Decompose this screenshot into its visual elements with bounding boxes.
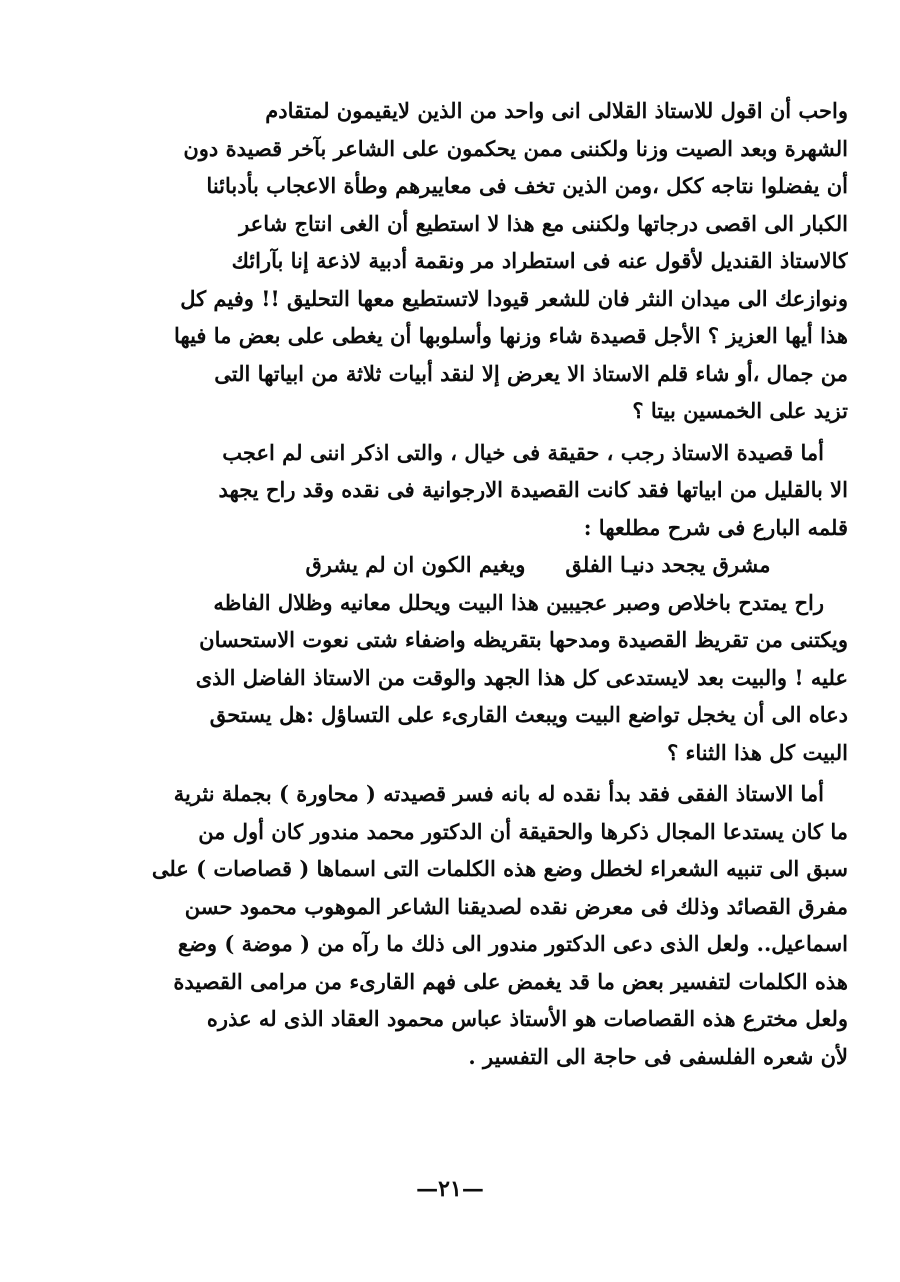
text-line: البيت كل هذا الثناء ؟ [667,739,848,765]
text-line: راح يمتدح باخلاص وصبر عجيبين هذا البيت ويحلل معانيه وظلال الفاظه [213,589,824,615]
verse-first-hemistich: مشرق يجحد دنيـا الفلق [565,552,771,577]
text-line: هذا أيها العزيز ؟ الأجل قصيدة شاء وزنها وأسلوبها أن يغطى على بعض ما فيها [174,323,848,348]
text-line: ما كان يستدعا المجال ذكرها والحقيقة أن الدكتور محمد مندور كان أول من [198,818,848,844]
text-line: اسماعيل.. ولعل الذى دعى الدكتور مندور الى ذلك ما رآه من ( موضة ) وضع [177,931,848,956]
text-line: قلمه البارع فى شرح مطلعها : [583,514,848,540]
text-line: من جمال ،أو شاء قلم الاستاذ الا يعرض إلا لنقد أبيات ثلاثة من ابياتها التى [214,360,848,386]
text-line: لأن شعره الفلسفى فى حاجة الى التفسير . [468,1043,848,1069]
text-line: الكبار الى اقصى درجاتها ولكننى مع هذا لا استطيع أن الغى انتاج شاعر [239,210,848,236]
text-line: مفرق القصائد وذلك فى معرض نقده لصديقنا الشاعر الموهوب محمود حسن [184,893,848,919]
article-body [148,92,848,1075]
text-line: أن يفضلوا نتاجه ككل ،ومن الذين تخف فى معاييرهم وطأة الاعجاب بأدبائنا [206,173,848,198]
text-line: الشهرة وبعد الصيت وزنا ولكننى ممن يحكمون على الشاعر بآخر قصيدة دون [183,135,848,161]
text-line: ولعل مخترع هذه القصاصات هو الأستاذ عباس محمود العقاد الذى له عذره [206,1006,848,1031]
text-line: عليه ! والبيت بعد لايستدعى كل هذا الجهد والوقت من الاستاذ الفاضل الذى [195,664,848,690]
text-line: أما الاستاذ الفقى فقد بدأ نقده له بانه فسر قصيدته ( محاورة ) بجملة نثرية [173,781,824,806]
text-line: الا بالقليل من ابياتها فقد كانت القصيدة الارجوانية فى نقده وقد راح يجهد [218,477,848,502]
verse-second-hemistich: ويغيم الكون ان لم يشرق [305,552,526,577]
page-number: —٢١— [416,1176,484,1202]
text-line: سبق الى تنبيه الشعراء لخطل وضع هذه الكلمات التى اسماها ( قصاصات ) على [151,856,848,881]
text-line: ونوازعك الى ميدان النثر فان للشعر قيودا لاتستطيع معها التحليق !! وفيم كل [180,285,848,311]
text-line: هذه الكلمات لتفسير بعض ما قد يغمض على فهم القارىء من مرامى القصيدة [173,968,848,994]
text-line: أما قصيدة الاستاذ رجب ، حقيقة فى خيال ، والتى اذكر اننى لم اعجب [222,439,824,465]
text-line: دعاه الى أن يخجل تواضع البيت ويبعث القارىء على التساؤل :هل يستحق [209,702,848,727]
poetry-verse [148,546,848,584]
text-line: واحب أن اقول للاستاذ القلالى انى واحد من الذين لايقيمون لمتقادم [265,98,848,123]
text-line: كالاستاذ القنديل لأقول عنه فى استطراد مر ونقمة أدبية لاذعة إنا بآرائك [231,248,848,273]
text-line: تزيد على الخمسين بيتا ؟ [632,398,848,423]
text-line: ويكتنى من تقريظ القصيدة ومدحها بتقريظه واضفاء شتى نعوت الاستحسان [199,627,848,652]
